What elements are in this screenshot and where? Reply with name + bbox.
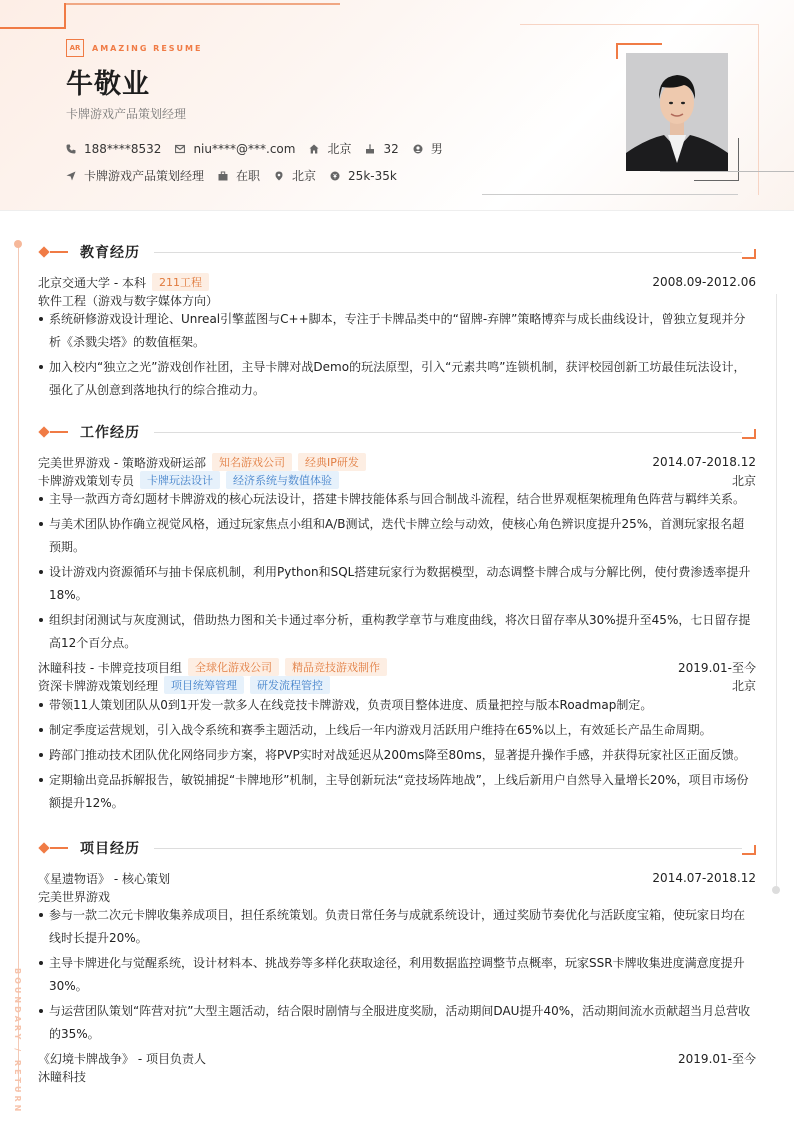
company-tag: 全球化游戏公司 xyxy=(188,658,279,676)
project-date: 2014.07-2018.12 xyxy=(652,871,756,885)
company-name: 完美世界游戏 - 策略游戏研运部 xyxy=(38,455,206,470)
timeline-line xyxy=(18,242,19,1092)
phone-number: 188****8532 xyxy=(84,141,162,156)
location-pin-icon xyxy=(274,171,284,181)
list-item: 主导卡牌进化与觉醒系统，设计材料本、挑战券等多样化获取途径，利用数据监控调整节点概率，玩家SSR卡牌收集进度满意度提升30%。 xyxy=(38,952,756,998)
salary-range: 25k-35k xyxy=(348,168,397,183)
role-tag: 经济系统与数值体验 xyxy=(226,471,339,489)
mail-icon xyxy=(175,144,185,154)
job-bullets xyxy=(38,488,756,657)
coin-icon xyxy=(330,171,340,181)
project-entry-header xyxy=(38,1049,756,1067)
project-date: 2019.01-至今 xyxy=(678,1051,756,1066)
section-header-projects xyxy=(38,838,756,858)
contact-row xyxy=(66,140,457,157)
job-role-line xyxy=(38,471,756,489)
home-icon xyxy=(309,144,319,154)
brand-text: AMAZING RESUME xyxy=(92,43,203,53)
project-title: 《幻境卡牌战争》 - 项目负责人 xyxy=(38,1051,206,1066)
project-company-line xyxy=(38,1067,756,1085)
project-company: 完美世界游戏 xyxy=(38,889,111,904)
divider xyxy=(50,847,68,849)
job-role: 卡牌游戏策划专员 xyxy=(38,473,135,488)
role-tag: 卡牌玩法设计 xyxy=(140,471,220,489)
divider xyxy=(154,848,742,849)
section-title: 项目经历 xyxy=(80,841,140,857)
brand xyxy=(66,39,202,57)
project-company-line xyxy=(38,887,756,905)
target-city-item xyxy=(274,167,316,184)
job-date: 2019.01-至今 xyxy=(678,660,756,675)
candidate-name: 牛敬业 xyxy=(66,69,150,100)
intent-row xyxy=(66,167,411,184)
corner-icon xyxy=(742,845,756,855)
divider xyxy=(154,432,742,433)
education-entry-header xyxy=(38,273,756,291)
education-date: 2008.09-2012.06 xyxy=(652,275,756,289)
major: 软件工程（游戏与数字媒体方向） xyxy=(38,293,219,308)
decor-frame xyxy=(694,138,739,181)
list-item: 系统研修游戏设计理论、Unreal引擎蓝图与C++脚本，专注于卡牌品类中的“留牌-弃牌”策略博弈与成长曲线设计，曾独立复现并分析《杀戮尖塔》的数值框架。 xyxy=(38,308,756,354)
diamond-icon xyxy=(38,246,49,257)
job-role: 资深卡牌游戏策划经理 xyxy=(38,678,159,693)
corner-icon xyxy=(742,249,756,259)
company-tag: 知名游戏公司 xyxy=(212,453,292,471)
list-item: 加入校内“独立之光”游戏创作社团，主导卡牌对战Demo的玩法原型，引入“元素共鸣”连锁机制，获评校园创新工坊最佳玩法设计，强化了从创意到落地执行的综合推动力。 xyxy=(38,356,756,402)
list-item: 跨部门推动技术团队优化网络同步方案，将PVP实时对战延迟从200ms降至80ms，显著提升操作手感，并获得玩家社区正面反馈。 xyxy=(38,744,756,767)
project-entry-header xyxy=(38,869,756,887)
list-item: 带领11人策划团队从0到1开发一款多人在线竞技卡牌游戏，负责项目整体进度、质量把控与版本Roadmap制定。 xyxy=(38,694,756,717)
job-bullets xyxy=(38,694,756,817)
city-item xyxy=(309,140,351,157)
education-major-line xyxy=(38,291,756,309)
target-role: 卡牌游戏产品策划经理 xyxy=(84,169,205,183)
divider xyxy=(50,251,68,253)
city-value: 北京 xyxy=(327,142,352,156)
phone-item xyxy=(66,142,161,156)
company-tag: 经典IP研发 xyxy=(298,453,366,471)
decor-line xyxy=(64,3,340,5)
divider xyxy=(50,431,68,433)
list-item: 参与一款二次元卡牌收集养成项目，担任系统策划。负责日常任务与成就系统设计，通过奖励节奏优化与活跃度宝箱，使玩家日均在线时长提升20%。 xyxy=(38,904,756,950)
list-item: 设计游戏内资源循环与抽卡保底机制，利用Python和SQL搭建玩家行为数据模型，动态调整卡牌合成与分解比例，使付费渗透率提升18%。 xyxy=(38,561,756,607)
gender-icon xyxy=(413,144,423,154)
divider xyxy=(154,252,742,253)
email-address: niu****@***.com xyxy=(193,141,296,156)
section-header-education xyxy=(38,242,756,262)
phone-icon xyxy=(66,144,76,154)
role-tag: 项目统筹管理 xyxy=(164,676,244,694)
gender-item xyxy=(413,140,443,157)
briefcase-icon xyxy=(218,171,228,181)
corner-icon xyxy=(742,429,756,439)
company-name: 沐瞳科技 - 卡牌竞技项目组 xyxy=(38,660,182,675)
status-item xyxy=(218,167,260,184)
decor-corner xyxy=(0,3,66,29)
list-item: 与运营团队策划“阵营对抗”大型主题活动，结合限时剧情与全服进度奖励，活动期间DAU提升40%，活动期间流水贡献超当月总营收的35%。 xyxy=(38,1000,756,1046)
role-tag: 研发流程管控 xyxy=(250,676,330,694)
project-title: 《星遗物语》 - 核心策划 xyxy=(38,871,170,886)
job-entry-header xyxy=(38,453,756,471)
target-role-item xyxy=(66,167,204,184)
education-bullets xyxy=(38,308,756,404)
send-icon xyxy=(66,171,76,181)
list-item: 组织封闭测试与灰度测试，借助热力图和关卡通过率分析，重构教学章节与难度曲线，将次日留存率从30%提升至45%，七日留存提高12个百分点。 xyxy=(38,609,756,655)
resume-header xyxy=(0,0,794,211)
list-item: 主导一款西方奇幻题材卡牌游戏的核心玩法设计，搭建卡牌技能体系与回合制战斗流程，结合世界观框架梳理角色阵营与羁绊关系。 xyxy=(38,488,756,511)
project-bullets xyxy=(38,904,756,1048)
decor-line xyxy=(482,194,738,195)
brand-logo: AR xyxy=(66,39,84,57)
job-location: 北京 xyxy=(731,473,756,488)
candidate-title: 卡牌游戏产品策划经理 xyxy=(66,107,187,121)
job-entry-header xyxy=(38,658,756,676)
job-status: 在职 xyxy=(236,169,261,183)
gender-value: 男 xyxy=(430,142,443,156)
diamond-icon xyxy=(38,842,49,853)
section-title: 教育经历 xyxy=(80,245,140,261)
target-city: 北京 xyxy=(292,169,317,183)
decor-line xyxy=(776,294,777,888)
salary-item xyxy=(330,169,397,183)
email-item xyxy=(175,142,295,156)
school-name: 北京交通大学 - 本科 xyxy=(38,275,146,290)
job-role-line xyxy=(38,676,756,694)
job-date: 2014.07-2018.12 xyxy=(652,455,756,469)
job-location: 北京 xyxy=(731,678,756,693)
list-item: 制定季度运营规划，引入战令系统和赛季主题活动，上线后一年内游戏月活跃用户维持在65%以上，有效延长产品生命周期。 xyxy=(38,719,756,742)
section-title: 工作经历 xyxy=(80,425,140,441)
decor-dot xyxy=(772,886,780,894)
company-tag: 精品竞技游戏制作 xyxy=(285,658,387,676)
project-company: 沐瞳科技 xyxy=(38,1069,87,1084)
decor-line xyxy=(660,171,794,172)
list-item: 定期输出竞品拆解报告，敏锐捕捉“卡牌地形”机制，主导创新玩法“竞技场阵地战”，上线后新用户自然导入量增长20%，项目市场份额提升12%。 xyxy=(38,769,756,815)
age-value: 32 xyxy=(383,141,399,156)
diamond-icon xyxy=(38,426,49,437)
school-tag: 211工程 xyxy=(152,273,209,291)
age-item xyxy=(365,142,398,156)
timeline-dot xyxy=(14,240,22,248)
section-header-work xyxy=(38,422,756,442)
cake-icon xyxy=(365,144,375,154)
side-watermark-text: BOUNDARY / RETURN xyxy=(13,968,22,1115)
list-item: 与美术团队协作确立视觉风格，通过玩家焦点小组和A/B测试，迭代卡牌立绘与动效，使核心角色辨识度提升25%，首测玩家报名超预期。 xyxy=(38,513,756,559)
